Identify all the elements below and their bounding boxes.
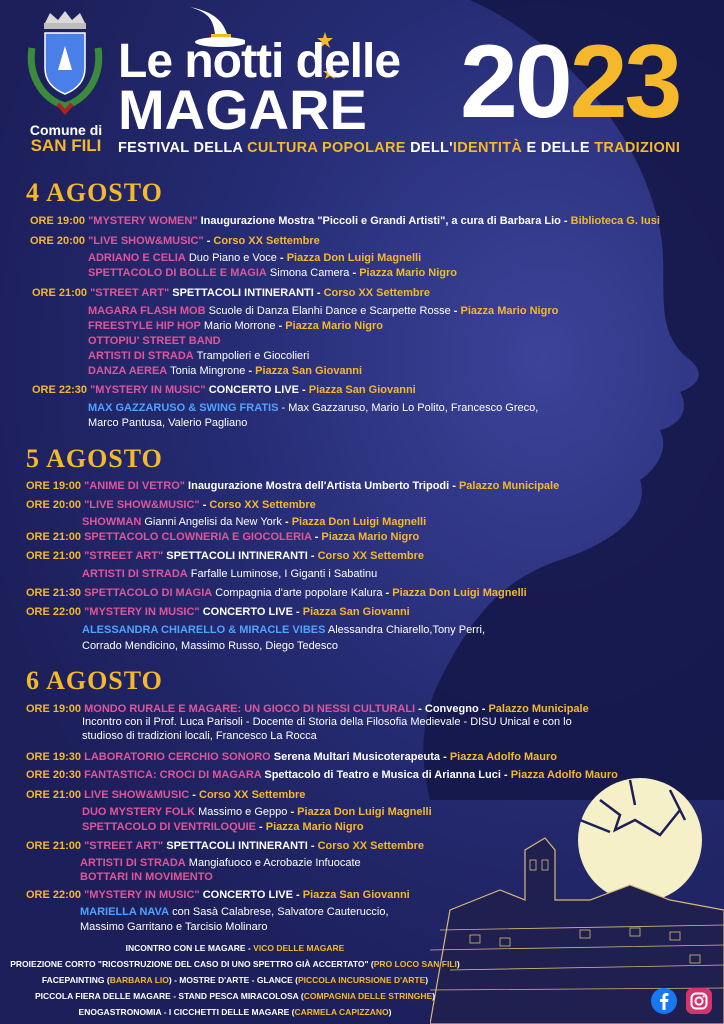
event-row: ORE 21:00 "STREET ART" SPETTACOLI INTINERANTI - Corso XX Settembre bbox=[32, 287, 430, 299]
sub-event-row: SHOWMAN Gianni Angelisi da New York - Piazza Don Luigi Magnelli bbox=[82, 516, 427, 528]
event-row: ORE 22:30 "MYSTERY IN MUSIC" CONCERTO LIVE - Piazza San Giovanni bbox=[32, 384, 416, 396]
footer-line: PROIEZIONE CORTO "RICOSTRUZIONE DEL CASO DI UNO SPETTRO GIÀ ACCERTATO" (PRO LOCO SAN FILI) bbox=[10, 959, 460, 969]
tagline-t4: IDENTITÀ bbox=[452, 140, 523, 156]
sub-event-row: DUO MYSTERY FOLK Massimo e Geppo - Piazza Don Luigi Magnelli bbox=[82, 806, 432, 818]
event-row: ORE 21:00 "STREET ART" SPETTACOLI INTINERANTI - Corso XX Settembre bbox=[26, 550, 424, 562]
event-row: ORE 22:00 "MYSTERY IN MUSIC" CONCERTO LIVE - Piazza San Giovanni bbox=[26, 889, 410, 901]
footer-line: INCONTRO CON LE MAGARE - VICO DELLE MAGARE bbox=[125, 943, 345, 953]
event-description: Incontro con il Prof. Luca Parisoli - Docente di Storia della Filosofia Medievale - DISU Unical e con lo bbox=[82, 716, 572, 728]
sub-event-row: BOTTARI IN MOVIMENTO bbox=[80, 871, 213, 883]
title-line1: Le notti delle bbox=[118, 35, 401, 88]
day-heading-5: 5 AGOSTO bbox=[26, 444, 163, 473]
event-row: ORE 19:30 LABORATORIO CERCHIO SONORO Serena Multari Musicoterapeuta - Piazza Adolfo Mauro bbox=[26, 751, 557, 763]
footer-line: FACEPAINTING (BARBARA LIO) - MOSTRE D'ARTE - GLANCE (PICCOLA INCURSIONE D'ARTE) bbox=[41, 975, 429, 985]
header bbox=[0, 0, 724, 170]
day-heading-6: 6 AGOSTO bbox=[26, 666, 163, 695]
title-line2: MAGARE bbox=[118, 78, 367, 141]
event-row: ORE 21:00 LIVE SHOW&MUSIC - Corso XX Settembre bbox=[26, 789, 306, 801]
tagline-t3: DELL' bbox=[405, 140, 453, 156]
sub-event-row: SPETTACOLO DI BOLLE E MAGIA Simona Camera - Piazza Mario Nigro bbox=[88, 267, 457, 279]
sub-event-row: FREESTYLE HIP HOP Mario Morrone - Piazza Mario Nigro bbox=[88, 320, 384, 332]
event-description: studioso di tradizioni locali, Francesco La Rocca bbox=[82, 730, 317, 742]
footer-line: PICCOLA FIERA DELLE MAGARE - STAND PESCA MIRACOLOSA (COMPAGNIA DELLE STRINGHE) bbox=[35, 991, 435, 1001]
sub-event-row: MAGARA FLASH MOB Scuole di Danza Elanhi Dance e Scarpette Rosse - Piazza Mario Nigro bbox=[88, 305, 559, 317]
event-row: ORE 20:00 "LIVE SHOW&MUSIC" - Corso XX Settembre bbox=[30, 235, 320, 247]
sub-event-continuation: Marco Pantusa, Valerio Pagliano bbox=[88, 417, 248, 429]
event-row: ORE 21:30 SPETTACOLO DI MAGIA Compagnia d'arte popolare Kalura - Piazza Don Luigi Magnelli bbox=[26, 587, 527, 599]
sub-event-row: MAX GAZZARUSO & SWING FRATIS - Max Gazzaruso, Mario Lo Polito, Francesco Greco, bbox=[88, 402, 539, 414]
event-row: ORE 20:00 "LIVE SHOW&MUSIC" - Corso XX Settembre bbox=[26, 499, 316, 511]
sub-event-row: DANZA AEREA Tonia Mingrone - Piazza San Giovanni bbox=[88, 365, 363, 377]
instagram-icon[interactable] bbox=[686, 988, 712, 1014]
tagline-t1: FESTIVAL DELLA bbox=[118, 140, 248, 156]
sub-event-continuation: Corrado Mendicino, Massimo Russo, Diego Tedesco bbox=[82, 640, 338, 652]
event-row: ORE 19:00 "ANIME DI VETRO" Inaugurazione Mostra dell'Artista Umberto Tripodi - Palazzo Municipale bbox=[26, 480, 560, 492]
day-heading-4: 4 AGOSTO bbox=[26, 178, 163, 207]
event-row: ORE 19:00 MONDO RURALE E MAGARE: UN GIOCO DI NESSI CULTURALI - Convegno - Palazzo Municipale bbox=[26, 703, 589, 715]
sub-event-continuation: Massimo Garritano e Tarcisio Molinaro bbox=[80, 921, 268, 933]
sub-event-row: MARIELLA NAVA con Sasà Calabrese, Salvatore Cauteruccio, bbox=[80, 906, 389, 918]
event-row: ORE 22:00 "MYSTERY IN MUSIC" CONCERTO LIVE - Piazza San Giovanni bbox=[26, 606, 410, 618]
year bbox=[460, 24, 680, 140]
comune-line1: Comune di bbox=[29, 122, 103, 138]
tagline-t5: E DELLE bbox=[522, 140, 595, 156]
sub-event-row: SPETTACOLO DI VENTRILOQUIE - Piazza Mario Nigro bbox=[82, 821, 364, 833]
sub-event-row: ARTISTI DI STRADA Mangiafuoco e Acrobazie Infuocate bbox=[80, 857, 361, 869]
facebook-icon[interactable] bbox=[651, 988, 677, 1014]
sub-event-row: OTTOPIU' STREET BAND bbox=[88, 335, 221, 347]
event-row: ORE 21:00 "STREET ART" SPETTACOLI INTINERANTI - Corso XX Settembre bbox=[26, 840, 424, 852]
year-white: 20 bbox=[460, 24, 570, 140]
tagline-t2: CULTURA POPOLARE bbox=[247, 140, 406, 156]
event-row: ORE 19:00 "MYSTERY WOMEN" Inaugurazione Mostra "Piccoli e Grandi Artisti", a cura di Barbara Lio - Biblioteca G. Iusi bbox=[30, 215, 660, 227]
sub-event-row: ARTISTI DI STRADA Trampolieri e Giocolieri bbox=[88, 350, 310, 362]
comune-line2: SAN FILI bbox=[30, 136, 102, 155]
footer-line: ENOGASTRONOMIA - I CICCHETTI DELLE MAGARE (CARMELA CAPIZZANO) bbox=[78, 1007, 392, 1017]
tagline-t6: TRADIZIONI bbox=[594, 140, 681, 156]
coat-of-arms-icon bbox=[20, 8, 110, 118]
event-row: ORE 20:30 FANTASTICA: CROCI DI MAGARA Spettacolo di Teatro e Musica di Arianna Luci - Piazza Adolfo Mauro bbox=[26, 769, 618, 781]
sub-event-row: ADRIANO E CELIA Duo Piano e Voce - Piazza Don Luigi Magnelli bbox=[88, 252, 422, 264]
sub-event-row: ALESSANDRA CHIARELLO & MIRACLE VIBES Alessandra Chiarello,Tony Perri, bbox=[82, 624, 486, 636]
comune-label bbox=[18, 122, 114, 154]
year-gold: 23 bbox=[569, 24, 680, 140]
event-row: ORE 21:00 SPETTACOLO CLOWNERIA E GIOCOLERIA - Piazza Mario Nigro bbox=[26, 531, 420, 543]
moon-town-illustration bbox=[430, 760, 724, 1024]
tagline bbox=[118, 140, 718, 156]
sub-event-row: ARTISTI DI STRADA Farfalle Luminose, I Giganti i Sabatinu bbox=[82, 568, 378, 580]
